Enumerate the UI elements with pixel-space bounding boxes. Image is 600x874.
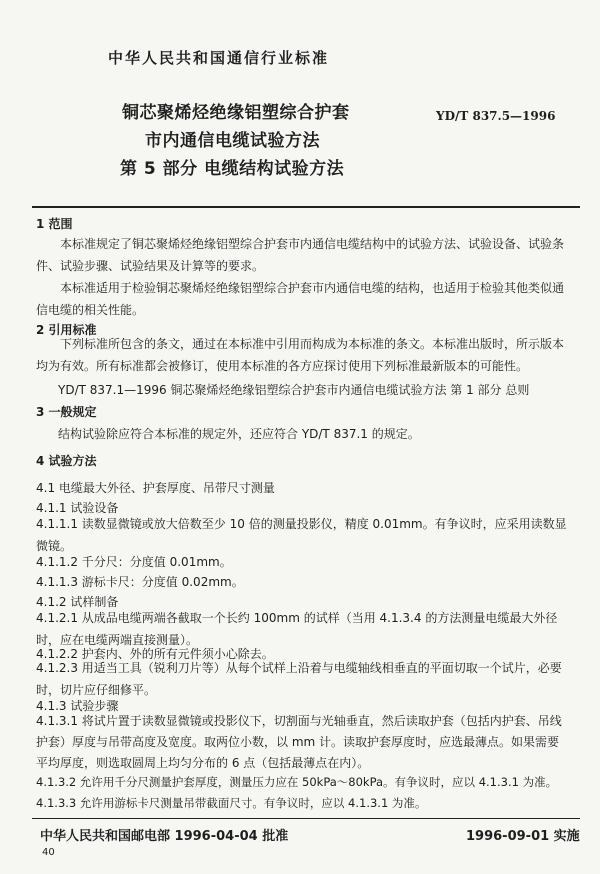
- clause-4-1-1-1: 4.1.1.1 读数显微镜或放大倍数至少 10 倍的测量投影仪，精度 0.01mm。有争议时，应采用读数显微镜。: [36, 517, 567, 553]
- section-1-heading: 1 范围: [36, 217, 73, 231]
- clause-4-1-1: 4.1.1 试验设备: [36, 501, 119, 515]
- clause-4-1-2-2: 4.1.2.2 护套内、外的所有元件须小心除去。: [36, 647, 274, 661]
- implementation-date: 1996-09-01 实施: [466, 829, 580, 844]
- section-3-paragraph-1: 结构试验除应符合本标准的规定外，还应符合 YD/T 837.1 的规定。: [58, 427, 420, 441]
- clause-4-1-3-2: 4.1.3.2 允许用千分尺测量护套厚度，测量压力应在 50kPa～80kPa。有争议时，应以 4.1.3.1 为准。: [36, 775, 558, 789]
- clause-4-1-3-1: 4.1.3.1 将试片置于读数显微镜或投影仪下，切割面与光轴垂直，然后读取护套（包括内护套、吊线护套）厚度与吊带高度及宽度。取两位小数，以 mm 计。读取护套厚度时，应选最薄点。如果需要平均厚度，则选取圆周上均匀分布的 6 点（包括最薄点在内）。: [36, 714, 562, 770]
- section-3-heading: 3 一般规定: [36, 405, 97, 419]
- section-1-paragraph-1: 本标准规定了铜芯聚烯烃绝缘铝塑综合护套市内通信电缆结构中的试验方法、试验设备、试验条件、试验步骤、试验结果及计算等的要求。: [36, 237, 565, 273]
- section-4-heading: 4 试验方法: [36, 454, 97, 468]
- header-divider: [32, 206, 580, 208]
- issue-date: 中华人民共和国邮电部 1996-04-04 批准: [40, 829, 289, 844]
- title-line-2: 市内通信电缆试验方法: [145, 131, 320, 151]
- clause-4-1-3-3: 4.1.3.3 允许用游标卡尺测量吊带截面尺寸。有争议时，应以 4.1.3.1 为准。: [36, 796, 427, 810]
- section-2-heading: 2 引用标准: [36, 323, 97, 337]
- clause-4-1: 4.1 电缆最大外径、护套厚度、吊带尺寸测量: [36, 481, 275, 495]
- clause-4-1-2-1: 4.1.2.1 从成品电缆两端各截取一个长约 100mm 的试样（当用 4.1.3.4 的方法测量电缆最大外径时，应在电缆两端直接测量）。: [36, 611, 558, 647]
- section-1-paragraph-2: 本标准适用于检验铜芯聚烯烃绝缘铝塑综合护套市内通信电缆的结构，也适用于检验其他类似通信电缆的相关性能。: [36, 281, 565, 317]
- clause-4-1-1-3: 4.1.1.3 游标卡尺：分度值 0.02mm。: [36, 575, 244, 589]
- title-line-3: 第 5 部分 电缆结构试验方法: [120, 159, 345, 179]
- clause-4-1-2: 4.1.2 试样制备: [36, 595, 119, 609]
- clause-4-1-1-2: 4.1.1.2 千分尺：分度值 0.01mm。: [36, 555, 232, 569]
- footer-divider: [32, 818, 580, 819]
- page-number: 40: [42, 847, 55, 858]
- standard-code: YD/T 837.5—1996: [436, 109, 556, 123]
- section-2-paragraph-1: 下列标准所包含的条文，通过在本标准中引用而构成为本标准的条文。本标准出版时，所示版本均为有效。所有标准都会被修订，使用本标准的各方应探讨使用下列标准最新版本的可能性。: [36, 337, 565, 373]
- clause-4-1-2-3: 4.1.2.3 用适当工具（锐利刀片等）从每个试样上沿着与电缆轴线相垂直的平面切取一个试片，必要时，切片应仔细修平。: [36, 661, 562, 697]
- section-2-reference: YD/T 837.1—1996 铜芯聚烯烃绝缘铝塑综合护套市内通信电缆试验方法 第 1 部分 总则: [58, 383, 530, 397]
- standard-category: 中华人民共和国通信行业标准: [108, 49, 330, 67]
- title-line-1: 铜芯聚烯烃绝缘铝塑综合护套: [122, 103, 350, 123]
- clause-4-1-3: 4.1.3 试验步骤: [36, 699, 119, 713]
